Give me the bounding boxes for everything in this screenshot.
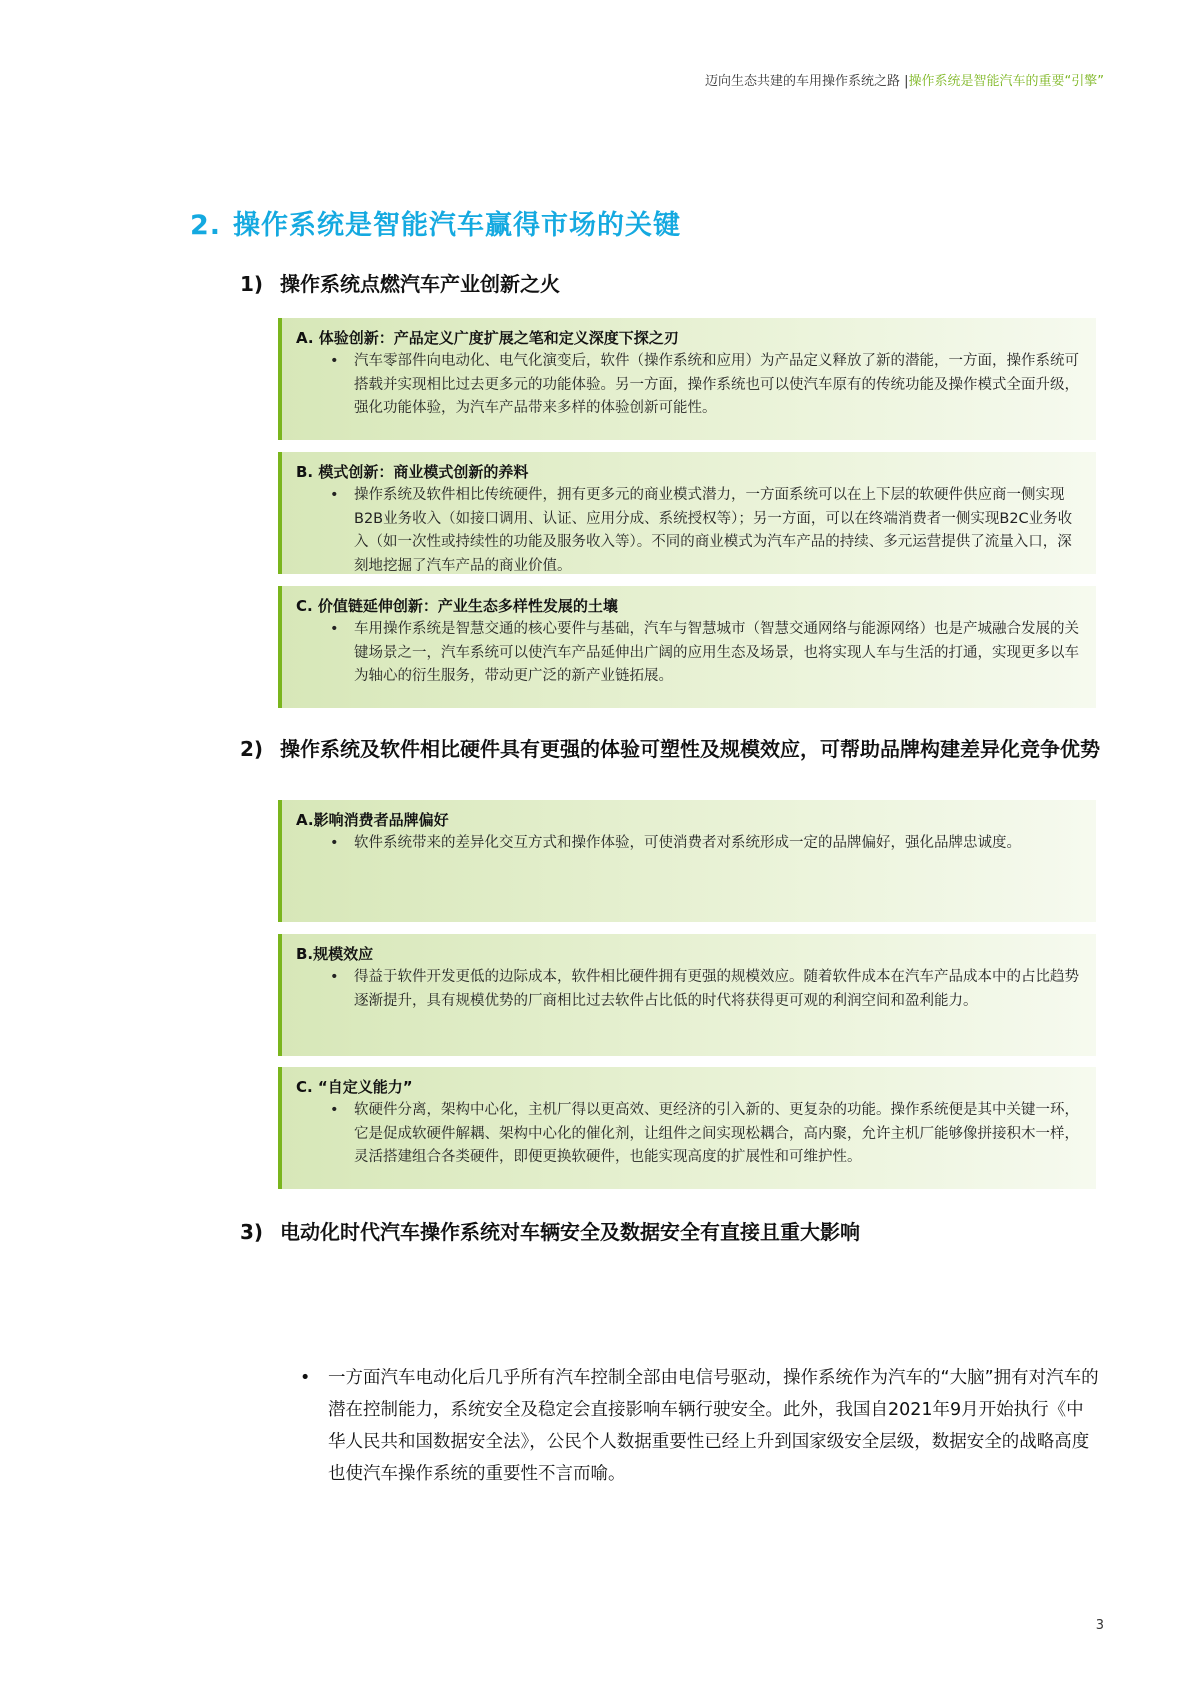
bullet-icon: • — [330, 1102, 339, 1118]
callout-bullet — [296, 966, 1082, 1013]
header-chapter-title: 操作系统是智能汽车的重要“引擎” — [908, 74, 1104, 89]
bullet-icon: • — [330, 969, 339, 985]
subheading-index: 3) — [240, 1220, 264, 1244]
callout-box — [278, 934, 1096, 1056]
bullet-icon: • — [330, 835, 339, 851]
callout-title: B. 模式创新：商业模式创新的养料 — [296, 463, 529, 481]
page-header — [705, 70, 1104, 89]
bullet-icon: • — [330, 487, 339, 503]
callout-box — [278, 800, 1096, 922]
callout-text: 汽车零部件向电动化、电气化演变后，软件（操作系统和应用）为产品定义释放了新的潜能，一方面，操作系统可搭载并实现相比过去更多元的功能体验。另一方面，操作系统也可以使汽车原有的传统功能及操作模式全面升级，强化功能体验，为汽车产品带来多样的体验创新可能性。 — [354, 353, 1079, 416]
callout-box — [278, 318, 1096, 440]
callout-box — [278, 586, 1096, 708]
section-heading — [190, 203, 681, 242]
header-separator: | — [900, 74, 909, 89]
callout-text: 车用操作系统是智慧交通的核心要件与基础，汽车与智慧城市（智慧交通网络与能源网络）也是产城融合发展的关键场景之一，汽车系统可以使汽车产品延伸出广阔的应用生态及场景，也将实现人车与生活的打通，实现更多以车为轴心的衍生服务，带动更广泛的新产业链拓展。 — [354, 621, 1079, 684]
body-text: 一方面汽车电动化后几乎所有汽车控制全部由电信号驱动，操作系统作为汽车的“大脑”拥有对汽车的潜在控制能力，系统安全及稳定会直接影响车辆行驶安全。此外，我国自2021年9月开始执行《中华人民共和国数据安全法》，公民个人数据重要性已经上升到国家级安全层级，数据安全的战略高度也使汽车操作系统的重要性不言而喻。 — [328, 1368, 1099, 1484]
subheading-3 — [240, 1216, 1100, 1248]
callout-bullet — [296, 618, 1082, 689]
callout-bullet — [296, 350, 1082, 421]
callout-text: 操作系统及软件相比传统硬件，拥有更多元的商业模式潜力，一方面系统可以在上下层的软硬件供应商一侧实现B2B业务收入（如接口调用、认证、应用分成、系统授权等）；另一方面，可以在终端消费者一侧实现B2C业务收入（如一次性或持续性的功能及服务收入等）。不同的商业模式为汽车产品的持续、多元运营提供了流量入口，深刻地挖掘了汽车产品的商业价值。 — [354, 487, 1073, 574]
page-number: 3 — [1095, 1618, 1104, 1633]
subheading-index: 1) — [240, 272, 264, 296]
section-title: 操作系统是智能汽车赢得市场的关键 — [233, 210, 682, 241]
body-bullet — [300, 1362, 1100, 1490]
callout-title: A. 体验创新：产品定义广度扩展之笔和定义深度下探之刃 — [296, 329, 679, 347]
subheading-title: 电动化时代汽车操作系统对车辆安全及数据安全有直接且重大影响 — [280, 1220, 860, 1244]
callout-title: B.规模效应 — [296, 945, 374, 963]
callout-text: 软件系统带来的差异化交互方式和操作体验，可使消费者对系统形成一定的品牌偏好，强化品牌忠诚度。 — [354, 835, 1021, 851]
subheading-2 — [240, 733, 1100, 765]
bullet-icon: • — [330, 621, 339, 637]
subheading-1 — [240, 268, 1100, 300]
callout-title: C. 价值链延伸创新：产业生态多样性发展的土壤 — [296, 597, 618, 615]
bullet-icon: • — [330, 353, 339, 369]
callout-bullet — [296, 832, 1082, 856]
callout-bullet — [296, 1099, 1082, 1170]
callout-bullet — [296, 484, 1082, 578]
callout-title: A.影响消费者品牌偏好 — [296, 811, 449, 829]
callout-box — [278, 452, 1096, 574]
callout-title: C. “自定义能力” — [296, 1078, 413, 1096]
header-document-title: 迈向生态共建的车用操作系统之路 — [704, 74, 900, 89]
subheading-title: 操作系统点燃汽车产业创新之火 — [280, 272, 560, 296]
subheading-title: 操作系统及软件相比硬件具有更强的体验可塑性及规模效应，可帮助品牌构建差异化竞争优势 — [280, 737, 1100, 761]
subheading-index: 2) — [240, 737, 264, 761]
section-number: 2. — [190, 210, 222, 241]
callout-text: 软硬件分离，架构中心化，主机厂得以更高效、更经济的引入新的、更复杂的功能。操作系统便是其中关键一环，它是促成软硬件解耦、架构中心化的催化剂，让组件之间实现松耦合，高内聚，允许主机厂能够像拼接积木一样，灵活搭建组合各类硬件，即便更换软硬件，也能实现高度的扩展性和可维护性。 — [354, 1102, 1079, 1165]
bullet-icon: • — [300, 1368, 311, 1388]
callout-box — [278, 1067, 1096, 1189]
callout-text: 得益于软件开发更低的边际成本，软件相比硬件拥有更强的规模效应。随着软件成本在汽车产品成本中的占比趋势逐渐提升，具有规模优势的厂商相比过去软件占比低的时代将获得更可观的利润空间和盈利能力。 — [354, 969, 1079, 1009]
